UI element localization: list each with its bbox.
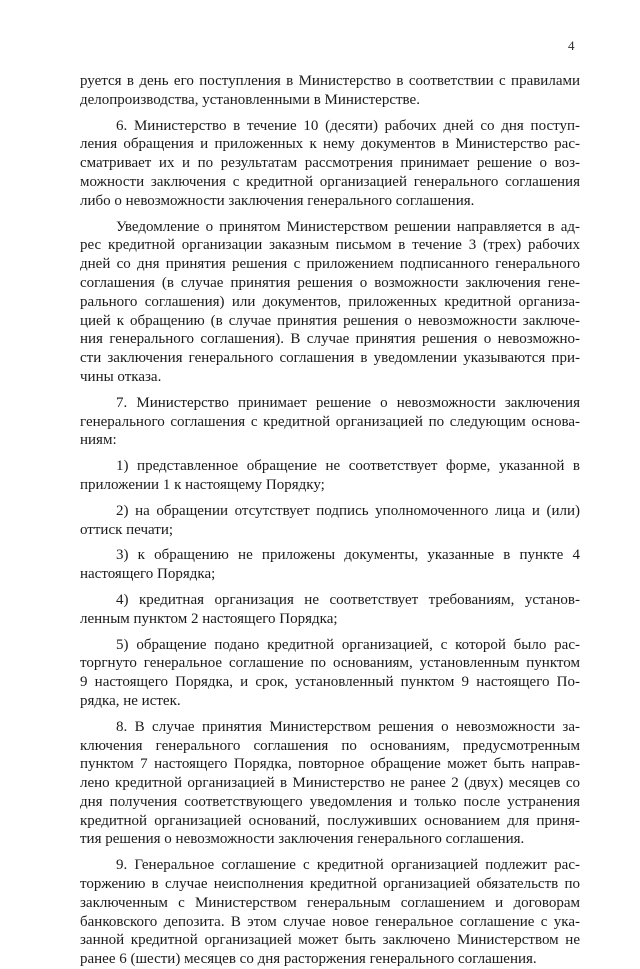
text-line: 8. В случае принятия Министерством решения о невозможности за- xyxy=(116,718,580,735)
text-line: оттиск печати; xyxy=(80,521,174,538)
text-line: генерального соглашения с кредитной организацией по следующим основа- xyxy=(80,413,580,430)
text-line: сти заключения генерального соглашения в уведомлении указываются при- xyxy=(80,350,580,367)
text-line: рального соглашения) или документов, приложенных кредитной организа- xyxy=(80,293,580,310)
text-line: либо о невозможности заключения генерального соглашения. xyxy=(80,192,475,209)
text-line: 2) на обращении отсутствует подпись уполномоченного лица и (или) xyxy=(116,502,580,519)
text-line: 5) обращение подано кредитной организацией, с которой было рас- xyxy=(116,636,580,653)
text-line: лено кредитной организацией в Министерство не ранее 2 (двух) месяцев со xyxy=(80,775,580,792)
text-line: торжению в случае неисполнения кредитной организацией обязательств по xyxy=(80,876,580,893)
text-line: 4) кредитная организация не соответствует требованиям, установ- xyxy=(116,591,580,608)
text-line: заключенным с Министерством генеральным соглашением и договорам xyxy=(80,894,580,911)
text-line: дней со дня принятия решения с приложением подписанного генерального xyxy=(80,256,580,273)
text-line: ленным пунктом 2 настоящего Порядка; xyxy=(80,610,338,627)
text-line: приложении 1 к настоящему Порядку; xyxy=(80,476,325,493)
text-line: ключения генерального соглашения по основаниям, предусмотренным xyxy=(80,737,580,754)
text-line: кредитной организацией оснований, послуживших основанием для приня- xyxy=(80,812,580,829)
text-line: рес кредитной организации заказным письмом в течение 3 (трех) рабочих xyxy=(80,237,580,254)
text-line: чины отказа. xyxy=(80,368,162,385)
text-line: 7. Министерство принимает решение о невозможности заключения xyxy=(116,394,580,411)
text-line: можности заключения с кредитной организацией генерального соглашения xyxy=(80,173,580,190)
text-line: пунктом 7 настоящего Порядка, повторное обращение может быть направ- xyxy=(80,756,580,773)
text-line: ления обращения и приложенных к нему документов в Министерство рас- xyxy=(80,136,580,153)
text-line: 6. Министерство в течение 10 (десяти) рабочих дней со дня поступ- xyxy=(116,117,580,134)
text-line: рядка, не истек. xyxy=(80,692,181,709)
text-line: настоящего Порядка; xyxy=(80,566,216,583)
text-line: занной кредитной организацией может быть заключено Министерством не xyxy=(80,932,580,949)
text-line: ранее 6 (шести) месяцев со дня расторжения генерального соглашения. xyxy=(80,951,537,968)
text-line: руется в день его поступления в Министерство в соответствии с правилами xyxy=(80,73,580,89)
text-line: 9 настоящего Порядка, и срок, установленный пунктом 9 настоящего По- xyxy=(80,674,580,691)
text-line: ниям: xyxy=(80,432,117,449)
text-line: сматривает их и по результатам рассмотрения принимает решение о воз- xyxy=(80,155,580,172)
text-line: тия решения о невозможности заключения генерального соглашения. xyxy=(80,831,525,848)
document-body xyxy=(80,72,580,969)
text-line: цией к обращению (в случае принятия решения о невозможности заключе- xyxy=(80,312,580,329)
text-line: делопроизводства, установленными в Министерстве. xyxy=(80,91,420,108)
text-line: банковского депозита. В этом случае новое генеральное соглашение с ука- xyxy=(80,913,580,930)
page-number: 4 xyxy=(568,38,575,53)
text-line: торгнуто генеральное соглашение по основаниям, установленным пунктом xyxy=(80,655,580,672)
text-line: ния генерального соглашения). В случае принятия решения о невозможно- xyxy=(80,331,580,348)
text-line: соглашения (в случае принятия решения о возможности заключения гене- xyxy=(80,274,580,291)
text-line: 1) представленное обращение не соответствует форме, указанной в xyxy=(116,458,580,475)
text-line: 3) к обращению не приложены документы, указанные в пункте 4 xyxy=(116,547,580,564)
text-line: 9. Генеральное соглашение с кредитной организацией подлежит рас- xyxy=(116,857,580,874)
text-line: Уведомление о принятом Министерством решении направляется в ад- xyxy=(116,218,580,235)
text-line: дня получения соответствующего уведомления и только после устранения xyxy=(80,793,580,810)
